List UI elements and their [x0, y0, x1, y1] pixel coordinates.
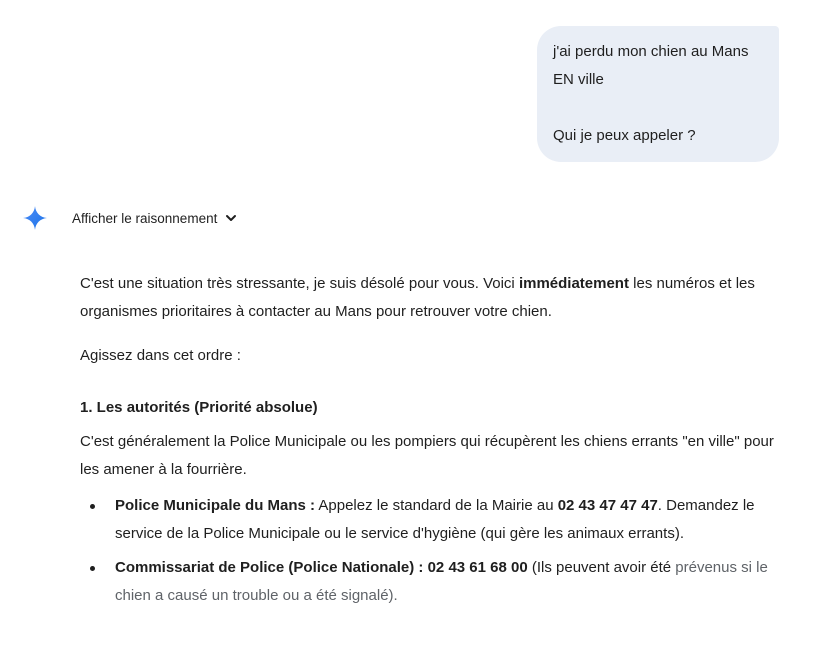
bullet-dot	[90, 504, 95, 509]
response-paragraph: C'est généralement la Police Municipale ou les pompiers qui récupèrent les chiens errants "en ville" pour les amener à la fourrière.	[80, 433, 774, 478]
list-item	[80, 492, 780, 548]
user-message-line: EN ville	[553, 71, 604, 88]
bold-text: immédiatement	[518, 275, 629, 292]
bullet-dot	[90, 566, 95, 571]
user-message-line: j'ai perdu mon chien au Mans	[553, 43, 749, 60]
text-span: . Demandez le service de la Police Municipale ou le service d'hygiène (qui gère les animaux errants).	[115, 497, 755, 542]
text-span: les numéros et les organismes prioritaires à contacter au Mans pour retrouver votre chien.	[80, 275, 755, 320]
contact-list	[80, 492, 780, 610]
assistant-response	[80, 270, 780, 616]
contact-name: Commissariat de Police (Police Nationale) : 02 43 61 68 00	[115, 559, 528, 576]
list-item	[80, 554, 780, 610]
show-reasoning-label: Afficher le raisonnement	[72, 210, 218, 226]
phone-number: 02 43 47 47 47	[557, 497, 658, 514]
chevron-down-icon	[225, 212, 237, 224]
text-span: (Ils peuvent avoir été	[527, 559, 676, 576]
reasoning-row	[22, 204, 237, 232]
text-span: prévenus si le chien a causé un trouble ou a été signalé).	[115, 559, 768, 604]
text-span: Appelez le standard de la Mairie au	[315, 497, 558, 514]
user-message-line: Qui je peux appeler ?	[553, 127, 696, 144]
show-reasoning-button[interactable]	[72, 211, 237, 226]
response-paragraph	[80, 270, 780, 326]
section-heading: 1. Les autorités (Priorité absolue)	[80, 399, 318, 416]
user-message-bubble	[537, 26, 779, 162]
gemini-spark-icon	[22, 205, 48, 231]
contact-name: Police Municipale du Mans :	[115, 497, 316, 514]
text-span: C'est une situation très stressante, je suis désolé pour vous. Voici	[80, 275, 519, 292]
response-paragraph: Agissez dans cet ordre :	[80, 347, 241, 364]
